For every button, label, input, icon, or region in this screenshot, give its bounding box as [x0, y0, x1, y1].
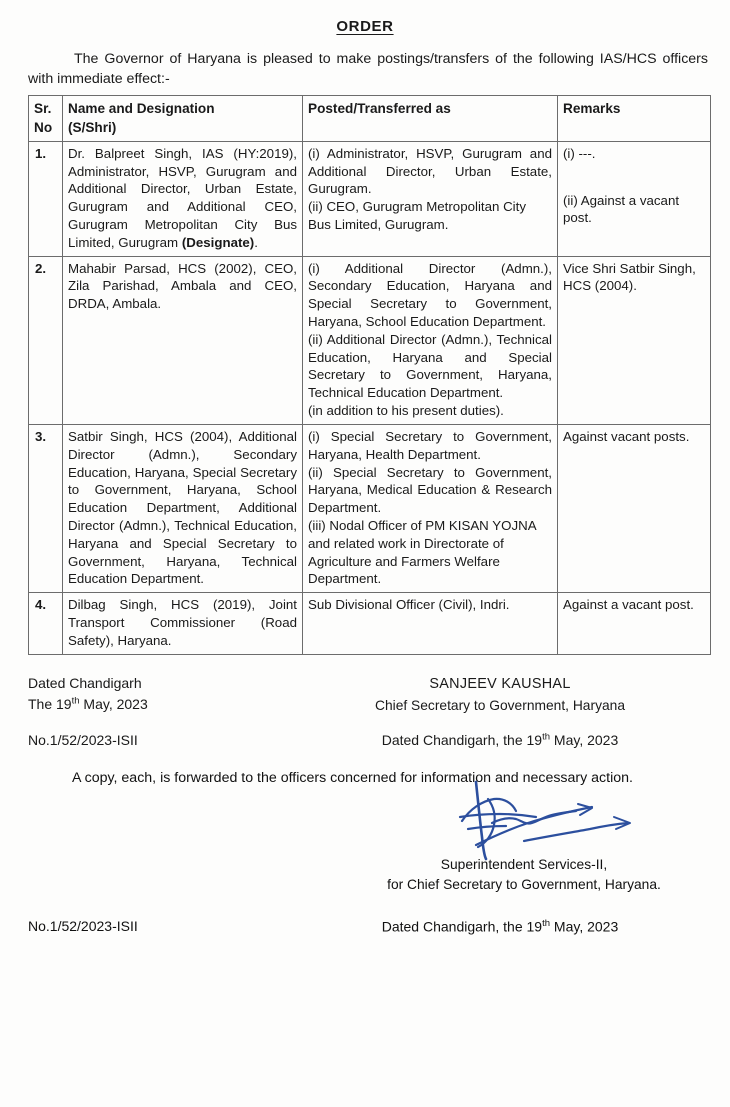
remark-item: (i) ---. — [563, 145, 596, 161]
cell-name-designation — [63, 424, 303, 592]
cell-remarks — [558, 256, 711, 424]
officer-name-text: Dilbag Singh, HCS (2019), Joint Transport Commissioner (Road Safety), Haryana. — [68, 597, 297, 648]
cell-remarks — [558, 424, 711, 592]
page-title: ORDER — [336, 18, 394, 35]
cell-sr-no: 3. — [29, 424, 63, 592]
officer-name-text: Mahabir Parsad, HCS (2002), CEO, Zila Parishad, Ambala and CEO, DRDA, Ambala. — [68, 260, 297, 312]
officer-name-bold: (Designate) — [181, 234, 255, 250]
dated-date-pre: The 19 — [28, 696, 72, 713]
cell-posted-transferred — [303, 256, 558, 424]
footer-bottom-row — [28, 918, 708, 935]
cell-posted-transferred — [303, 593, 558, 654]
file-number: No.1/52/2023-ISII — [28, 732, 138, 749]
remark-item: Against a vacant post. — [563, 597, 694, 613]
document-footer — [0, 673, 730, 752]
dated-date — [28, 694, 148, 716]
cell-name-designation — [63, 256, 303, 424]
remark-item: (ii) Against a vacant post. — [563, 192, 680, 226]
footer-date-bottom-pre: Dated Chandigarh, the 19 — [381, 918, 543, 935]
dated-date-post: May, 2023 — [79, 696, 148, 713]
posting-item: Sub Divisional Officer (Civil), Indri. — [308, 597, 510, 613]
posting-item: (ii) Additional Director (Admn.), Technical Education, Haryana and Special Secretary to Government, Haryana, Technical Education Department. — [308, 331, 552, 401]
footer-date-bottom — [300, 918, 700, 935]
table-row — [29, 256, 711, 424]
postings-table — [28, 95, 711, 654]
posting-item: (i) Additional Director (Admn.), Secondary Education, Haryana and Special Secretary to Government, Haryana, School Education Department. — [308, 260, 552, 330]
column-header-sr-no — [29, 96, 63, 141]
cell-remarks — [558, 593, 711, 654]
signatory-name: SANJEEV KAUSHAL — [429, 675, 571, 692]
column-header-posted-transferred: Posted/Transferred as — [303, 96, 558, 141]
table-row — [29, 141, 711, 256]
file-number-bottom: No.1/52/2023-ISII — [28, 918, 138, 935]
footer-top-row — [28, 673, 708, 717]
posting-item: (i) Special Secretary to Government, Haryana, Health Department. — [308, 428, 552, 462]
name-header-line1: Name and Designation — [68, 101, 215, 117]
posting-item: (ii) CEO, Gurugram Metropolitan City Bus Limited, Gurugram. — [308, 199, 526, 232]
cell-name-designation — [63, 593, 303, 654]
footer-date-right-ordinal: th — [542, 731, 551, 743]
copy-forwarded-paragraph: A copy, each, is forwarded to the officers concerned for information and necessary action. — [72, 770, 633, 787]
column-header-name-designation — [63, 96, 303, 141]
posting-item: (i) Administrator, HSVP, Gurugram and Additional Director, Urban Estate, Gurugram. — [308, 145, 552, 197]
footer-date-bottom-ordinal: th — [542, 918, 551, 930]
superintendent-title: Superintendent Services-II, — [440, 856, 608, 872]
column-header-remarks: Remarks — [558, 96, 711, 141]
officer-name-text: Dr. Balpreet Singh, IAS (HY:2019), Administrator, HSVP, Gurugram and Additional Director, Urban Estate, Gurugram and Additional CEO, Gurugram Metropolitan City Bus Limited, Gurugram — [68, 145, 297, 250]
cell-posted-transferred — [303, 424, 558, 592]
posting-item: (in addition to his present duties). — [308, 403, 504, 419]
signatory-block — [300, 673, 700, 717]
cell-sr-no: 2. — [29, 256, 63, 424]
remark-item: Against vacant posts. — [563, 428, 690, 444]
footer-date-bottom-post: May, 2023 — [550, 918, 619, 935]
footer-date-right-post: May, 2023 — [550, 732, 619, 749]
dated-date-ordinal: th — [71, 695, 80, 707]
posting-item: (ii) Special Secretary to Government, Haryana, Medical Education & Research Department. — [308, 464, 552, 516]
signature-area — [0, 789, 730, 855]
handwritten-signature-icon — [432, 779, 662, 863]
superintendent-for-line: for Chief Secretary to Government, Haryana. — [387, 877, 661, 893]
issue-place-date-block — [28, 673, 148, 716]
footer-fileno-row — [28, 730, 708, 752]
dated-place: Dated Chandigarh — [28, 674, 142, 691]
table-header-row — [29, 96, 711, 141]
cell-posted-transferred — [303, 141, 558, 256]
sr-no-line2: No — [34, 119, 53, 135]
name-header-line2: (S/Shri) — [68, 119, 117, 135]
officer-name-text: Satbir Singh, HCS (2004), Additional Director (Admn.), Secondary Education, Haryana, Special Secretary to Government, Haryana, School Education Department, Additional Director (Admn.), Technical Education, Haryana and Special Secretary to Government, Haryana, Technical Education Department. — [68, 428, 297, 587]
table-row — [29, 424, 711, 592]
officer-name-suffix: . — [254, 234, 258, 250]
footer-date-right-pre: Dated Chandigarh, the 19 — [381, 732, 543, 749]
footer-date-right — [300, 730, 700, 752]
cell-sr-no: 1. — [29, 141, 63, 256]
sr-no-line1: Sr. — [34, 101, 52, 117]
signatory-designation: Chief Secretary to Government, Haryana — [375, 697, 625, 713]
cell-sr-no: 4. — [29, 593, 63, 654]
cell-remarks — [558, 141, 711, 256]
posting-item: (iii) Nodal Officer of PM KISAN YOJNA and related work in Directorate of Agriculture and Farmers Welfare Department. — [308, 517, 536, 587]
remark-item: Vice Shri Satbir Singh, HCS (2004). — [563, 260, 696, 294]
intro-paragraph: The Governor of Haryana is pleased to make postings/transfers of the following IAS/HCS officers with immediate effect:- — [28, 51, 708, 88]
cell-name-designation — [63, 141, 303, 256]
table-row — [29, 593, 711, 654]
